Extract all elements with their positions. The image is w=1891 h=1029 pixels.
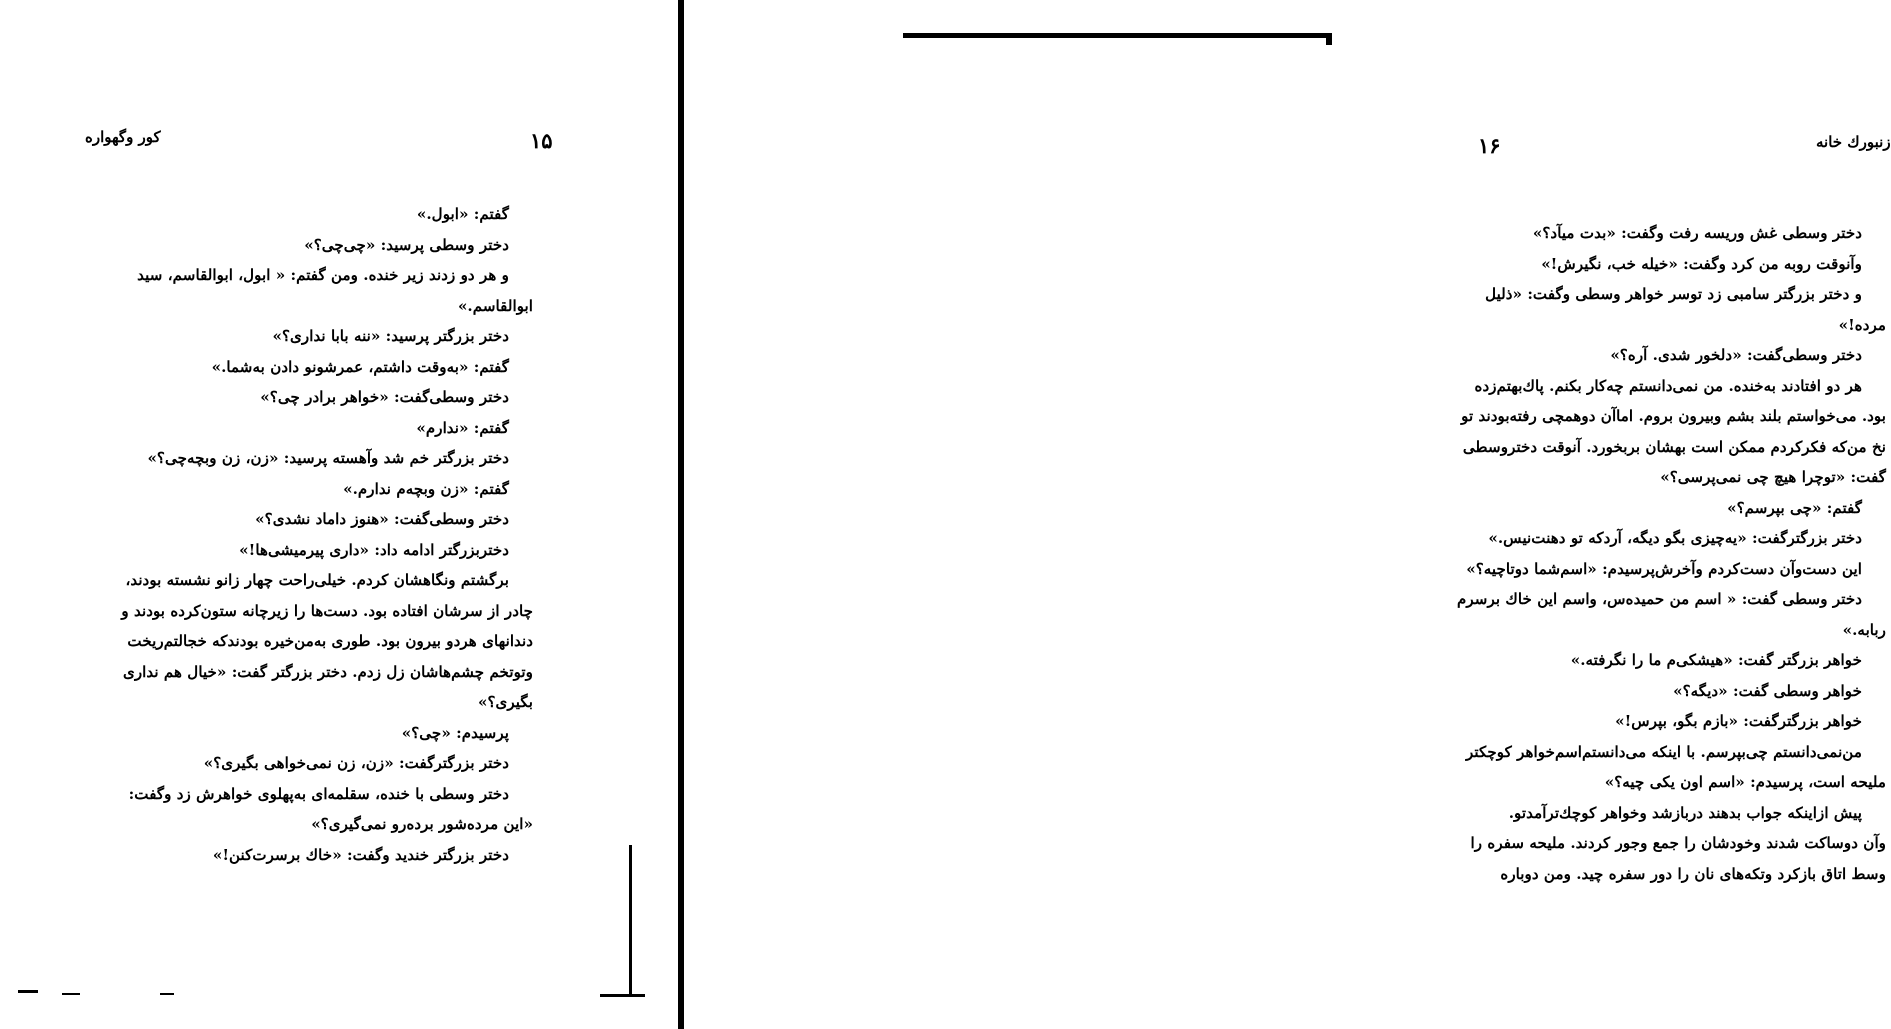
left-page-line: گفتم: «ندارم» xyxy=(416,418,509,437)
scan-top-rule-tip xyxy=(1326,33,1332,45)
left-page-number: ۱۵ xyxy=(530,128,553,153)
right-page-line: بود. می‌خواستم بلند بشم وبیرون بروم. اماآن دوهمچی رفته‌بودند تو xyxy=(1461,407,1886,425)
left-page-line: و هر دو زدند زیر خنده. ومن گفتم: « ابول، ابوالقاسم، سید xyxy=(137,266,509,284)
right-page-line: گفت: «توچرا هیچ چی نمی‌پرسی؟» xyxy=(1660,468,1886,486)
left-page-line: بگیری؟» xyxy=(477,693,533,711)
left-page-line: وتوتخم چشم‌هاشان زل زدم. دختر بزرگتر گفت: «خیال هم نداری xyxy=(122,662,533,681)
right-page-line: این دست‌وآن دست‌کردم وآخرش‌پرسیدم: «اسم‌شما دوتاچیه؟» xyxy=(1466,559,1862,578)
right-page-line: خواهر بزرگترگفت: «بازم بگو، بپرس!» xyxy=(1615,712,1862,730)
right-page-line: وسط اتاق بازکرد وتکه‌های نان را دور سفره چید. ومن دوباره xyxy=(1500,864,1886,883)
right-page-line: ملیحه است، پرسیدم: «اسم اون یکی چیه؟» xyxy=(1604,773,1886,791)
right-page-line: گفتم: «چی بپرسم؟» xyxy=(1727,498,1862,517)
left-page-line: گفتم: «زن وبچه‌م ندارم.» xyxy=(343,479,509,498)
right-page-line: دختر وسطی غش وریسه رفت وگفت: «بدت میآد؟» xyxy=(1532,224,1862,242)
left-page xyxy=(0,0,678,1029)
left-page-line: دختر وسطی‌گفت: «خواهر برادر چی؟» xyxy=(260,388,509,406)
left-page-line: دختر وسطی‌گفت: «هنوز داماد نشدی؟» xyxy=(255,510,509,528)
right-page-line: خواهر وسطی گفت: «دیگه؟» xyxy=(1673,681,1862,700)
scan-edge-mark xyxy=(629,845,632,995)
right-page-line: مرده!» xyxy=(1838,315,1886,334)
scan-top-rule xyxy=(903,33,1331,38)
left-page-line: دختر وسطی با خنده، سقلمه‌ای به‌پهلوی خواهرش زد وگفت: xyxy=(128,784,509,803)
left-page-line: دختر بزرگتر پرسید: «ننه بابا نداری؟» xyxy=(272,327,509,345)
left-page-line: دختر وسطی پرسید: «چی‌چی؟» xyxy=(304,235,509,254)
right-page-line: خواهر بزرگتر گفت: «هیشکی‌م ما را نگرفته.» xyxy=(1570,651,1862,669)
left-page-line: دختربزرگتر ادامه داد: «داری پیرمیشی‌ها!» xyxy=(239,540,509,559)
right-page xyxy=(686,0,1891,1029)
left-page-line: «این مرده‌شور برده‌رو نمی‌گیری؟» xyxy=(311,815,533,833)
scan-edge-mark xyxy=(600,994,645,997)
right-page-line: من‌نمی‌دانستم چی‌بپرسم. با اینکه می‌دانستم‌اسم‌خواهر کوچکتر xyxy=(1466,742,1862,761)
scan-edge-mark xyxy=(160,993,174,995)
right-page-line: هر دو افتادند به‌خنده. من نمی‌دانستم چه‌کار بکنم. پاك‌بهتم‌زده xyxy=(1474,376,1862,395)
right-page-line: وآنوقت روبه من کرد وگفت: «خیله خب، نگیرش!» xyxy=(1541,254,1862,273)
right-page-line: پیش ازاینکه جواب بدهند دربازشد وخواهر کوچك‌ترآمدتو. xyxy=(1508,803,1862,822)
left-page-line: دختر بزرگترگفت: «زن، زن نمی‌خواهی بگیری؟» xyxy=(203,754,509,772)
book-spine xyxy=(678,0,684,1029)
right-page-line: دختر وسطی‌گفت: «دلخور شدی. آره؟» xyxy=(1610,346,1862,364)
right-page-line: ربابه.» xyxy=(1842,620,1886,639)
left-page-line: ابوالقاسم.» xyxy=(457,296,533,315)
right-page-line: نخ من‌که فکرکردم ممکن است بهشان بربخورد. آنوقت دختروسطی xyxy=(1462,437,1886,456)
right-page-line: وآن دوساکت شدند وخودشان را جمع وجور کردند. ملیحه سفره را xyxy=(1470,834,1886,852)
right-page-line: و دختر بزرگتر سامبی زد توسر خواهر وسطی وگفت: «ذلیل xyxy=(1485,285,1862,303)
left-page-line: دختر بزرگتر خندید وگفت: «خاك برسرت‌کنن!» xyxy=(212,845,509,864)
scan-edge-mark xyxy=(18,990,38,993)
right-page-line: دختر بزرگترگفت: «یه‌چیزی بگو دیگه، آردکه تو دهنت‌نیس.» xyxy=(1488,529,1862,547)
scan-edge-mark xyxy=(62,993,80,995)
right-page-line: دختر وسطی گفت: « اسم من حمیده‌س، واسم این خاك برسرم xyxy=(1456,590,1862,608)
right-running-header: زنبورك خانه xyxy=(1816,133,1891,151)
left-page-line: پرسیدم: «چی؟» xyxy=(401,723,509,742)
right-body-text xyxy=(1456,218,1886,889)
right-page-number: ۱۶ xyxy=(1478,133,1501,158)
left-page-line: دختر بزرگتر خم شد وآهسته پرسید: «زن، زن وبچه‌چی؟» xyxy=(147,449,509,467)
left-page-line: برگشتم ونگاهشان کردم. خیلی‌راحت چهار زانو نشسته بودند، xyxy=(125,571,509,589)
left-body-text xyxy=(93,199,533,870)
left-page-line: گفتم: «به‌وقت داشتم، عمرشونو دادن به‌شما.» xyxy=(211,357,509,376)
left-page-line: گفتم: «ابول.» xyxy=(416,205,509,223)
left-running-header: کور وگهواره xyxy=(85,128,161,146)
left-page-line: چادر از سرشان افتاده بود. دست‌ها را زیرچانه ستون‌کرده بودند و xyxy=(121,601,533,620)
left-page-line: دندانهای هردو بیرون بود. طوری به‌من‌خیره بودندکه خجالتم‌ریخت xyxy=(127,632,533,650)
